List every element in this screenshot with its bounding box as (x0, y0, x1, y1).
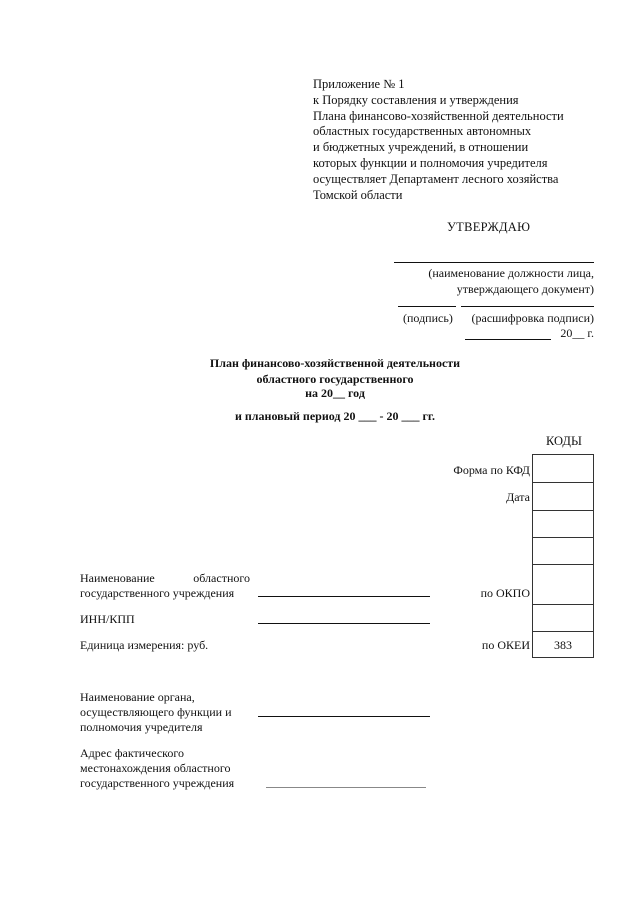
appendix-line: Плана финансово-хозяйственной деятельности (313, 108, 564, 123)
date-text: 20__ г. (560, 326, 594, 340)
plan-period: и плановый период 20 ___ - 20 ___ гг. (234, 409, 436, 423)
signature-line[interactable] (398, 306, 456, 307)
decoding-caption: (расшифровка подписи) (471, 311, 594, 325)
address-line[interactable] (266, 787, 426, 788)
form-kfd-label: Форма по КФД (453, 463, 530, 477)
date-label: Дата (506, 490, 530, 504)
signature-caption: (подпись) (403, 311, 453, 325)
okei-label: по ОКЕИ (481, 638, 530, 652)
institution-name-word: Наименование (80, 571, 155, 585)
founder-label: Наименование органа, (80, 690, 195, 704)
appendix-line: областных государственных автономных (313, 124, 532, 139)
codes-row-divider (532, 482, 594, 483)
codes-heading: КОДЫ (546, 434, 582, 448)
position-caption: утверждающего документ) (456, 282, 594, 296)
appendix-line: которых функции и полномочия учредителя (313, 155, 548, 170)
appendix-line: Томской области (313, 187, 403, 202)
plan-title: План финансово-хозяйственной деятельности (209, 356, 461, 370)
founder-label: полномочия учредителя (80, 720, 203, 734)
plan-title: на 20__ год (305, 386, 365, 400)
institution-name-word: областного (193, 571, 250, 585)
appendix-line: Приложение № 1 (313, 77, 405, 91)
position-caption: (наименование должности лица, (428, 266, 594, 280)
address-label: государственного учреждения (80, 776, 235, 790)
inn-kpp-line[interactable] (258, 623, 430, 624)
codes-row-divider (532, 510, 594, 511)
position-line[interactable] (394, 262, 594, 263)
decoding-line[interactable] (461, 306, 594, 307)
codes-row-divider (532, 564, 594, 565)
appendix-header (313, 77, 564, 203)
codes-table (532, 454, 594, 658)
institution-name-label-line2: государственного учреждения (80, 586, 235, 600)
appendix-line: осуществляет Департамент лесного хозяйства (313, 171, 559, 186)
approval-heading: УТВЕРЖДАЮ (447, 220, 531, 234)
appendix-line: и бюджетных учреждений, в отношении (313, 140, 529, 155)
okei-value: 383 (554, 638, 572, 652)
codes-row-divider (532, 537, 594, 538)
founder-label: осуществляющего функции и (80, 705, 232, 719)
address-label: местонахождения областного (80, 761, 231, 775)
address-label: Адрес фактического (80, 746, 184, 760)
appendix-line: к Порядку составления и утверждения (313, 92, 519, 107)
unit-label: Единица измерения: руб. (80, 638, 209, 652)
codes-row-divider (532, 604, 594, 605)
okpo-label: по ОКПО (480, 586, 530, 600)
inn-kpp-label: ИНН/КПП (80, 612, 135, 626)
codes-row-divider (532, 631, 594, 632)
founder-line[interactable] (258, 716, 430, 717)
date-line[interactable] (465, 339, 551, 340)
institution-name-label (80, 571, 250, 586)
institution-name-line[interactable] (258, 596, 430, 597)
plan-title: областного государственного (256, 372, 414, 386)
